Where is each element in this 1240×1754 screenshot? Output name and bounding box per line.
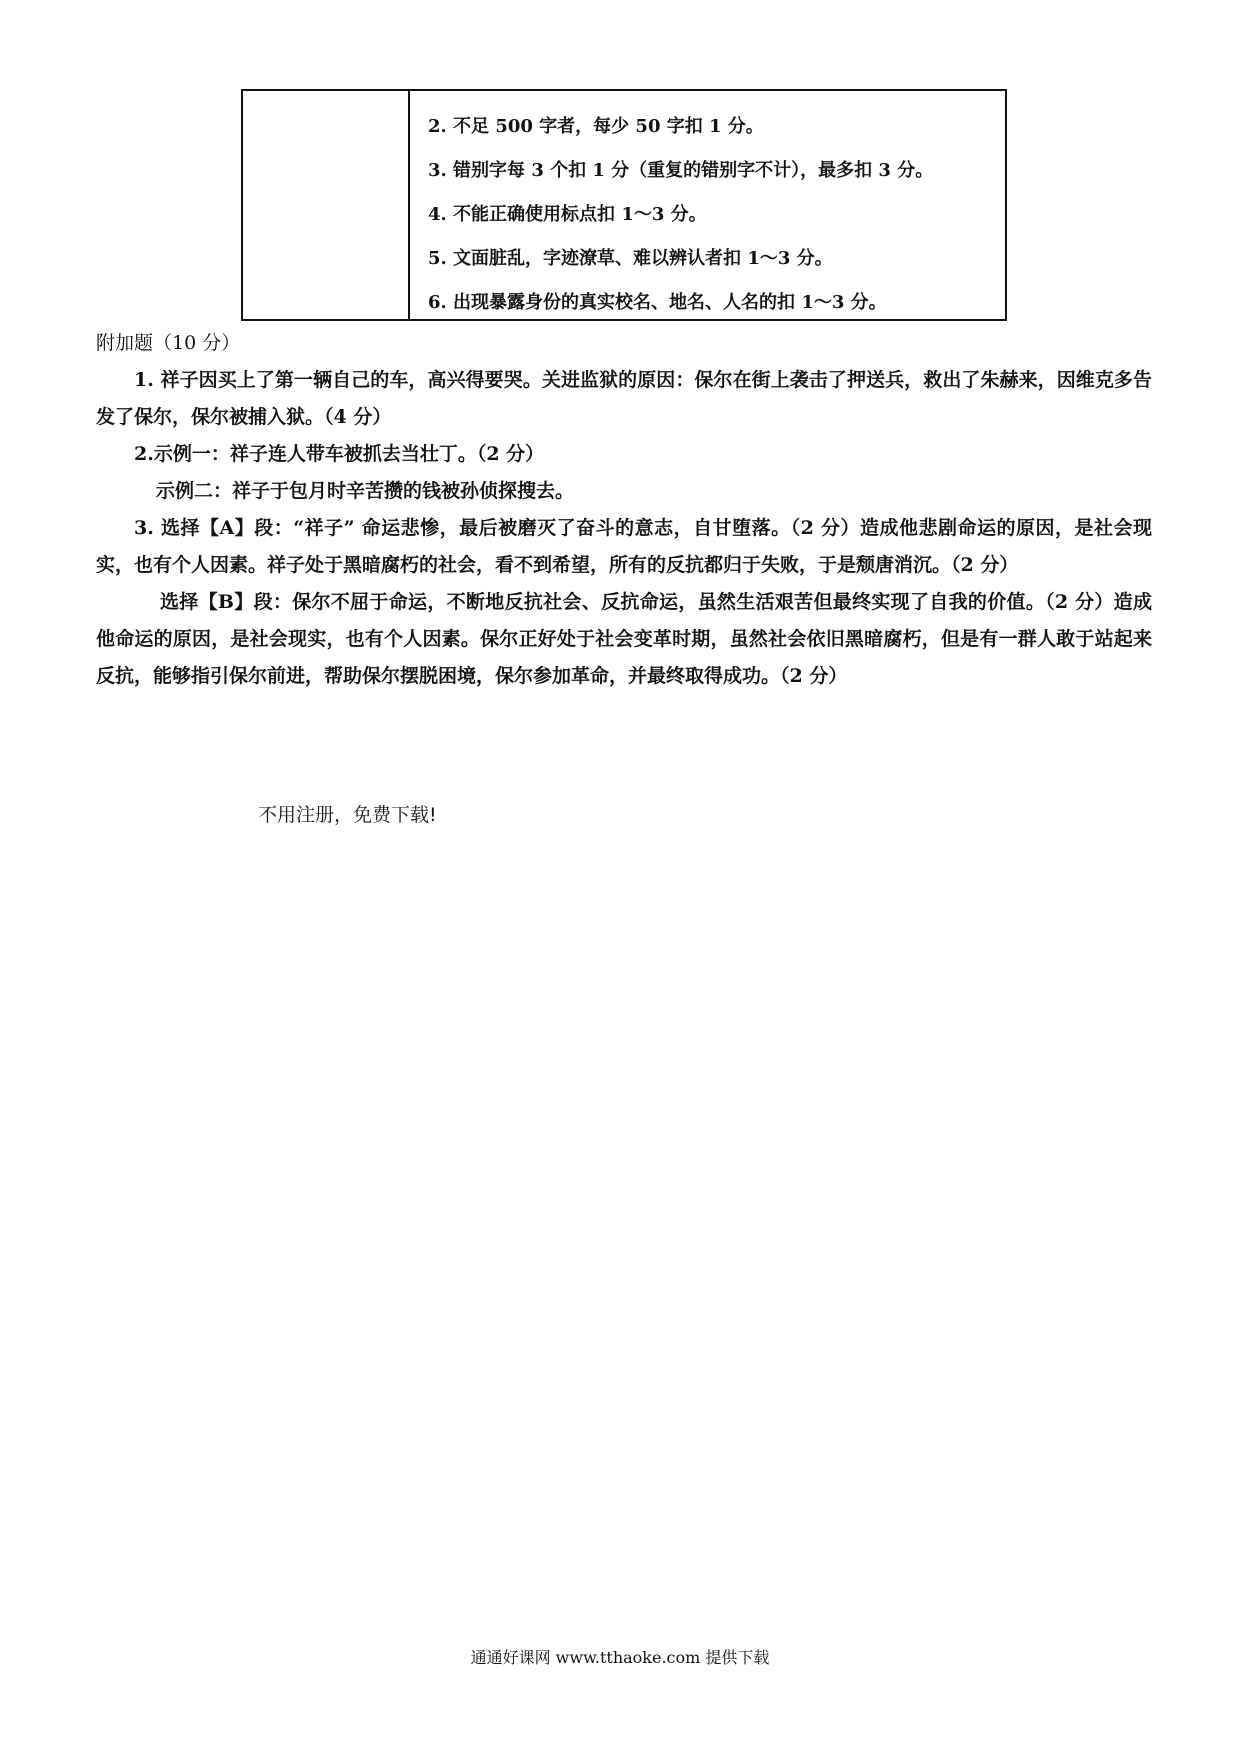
rubric-item: 3. 错别字每 3 个扣 1 分（重复的错别字不计），最多扣 3 分。 [428,160,934,181]
bonus-answer-3-choice-b: 选择【B】段：保尔不屈于命运，不断地反抗社会、反抗命运，虽然生活艰苦但最终实现了自我的价值。（2 分）造成他命运的原因，是社会现实，也有个人因素。保尔正好处于社会变革时期，虽然社会依旧黑暗腐朽，但是有一群人敢于站起来反抗，能够指引保尔前进，帮助保尔摆脱困境，保尔参加革命，并最终取得成功。（2 分） [96,591,1152,687]
bonus-answer-2-example-2: 示例二：祥子于包月时辛苦攒的钱被孙侦探搜去。 [156,480,575,502]
rubric-item: 4. 不能正确使用标点扣 1～3 分。 [428,204,707,225]
rubric-item: 6. 出现暴露身份的真实校名、地名、人名的扣 1～3 分。 [428,292,887,313]
bonus-answer-3-choice-a: 3. 选择【A】段：“祥子” 命运悲惨，最后被磨灭了奋斗的意志，自甘堕落。（2 分）造成他悲剧命运的原因，是社会现实，也有个人因素。祥子处于黑暗腐朽的社会，看不到希望，所有的反抗都归于失败，于是颓唐消沉。（2 分） [96,517,1152,576]
rubric-table [241,89,1007,321]
bonus-answer-2-example-1: 2.示例一：祥子连人带车被抓去当壮丁。（2 分） [134,443,545,465]
free-download-note: 不用注册，免费下载! [258,804,437,826]
rubric-item: 5. 文面脏乱，字迹潦草、难以辨认者扣 1～3 分。 [428,248,833,269]
bonus-title: 附加题（10 分） [96,332,241,354]
bonus-answer-1: 1. 祥子因买上了第一辆自己的车，高兴得要哭。关进监狱的原因：保尔在街上袭击了押送兵，救出了朱赫来，因维克多告发了保尔，保尔被捕入狱。（4 分） [96,369,1152,428]
bonus-section [96,325,1152,695]
rubric-table-left-cell [243,91,410,319]
rubric-table-right-cell [410,91,1005,319]
rubric-item: 2. 不足 500 字者，每少 50 字扣 1 分。 [428,116,764,137]
page-footer: 通通好课网 www.tthaoke.com 提供下载 [470,1648,770,1667]
